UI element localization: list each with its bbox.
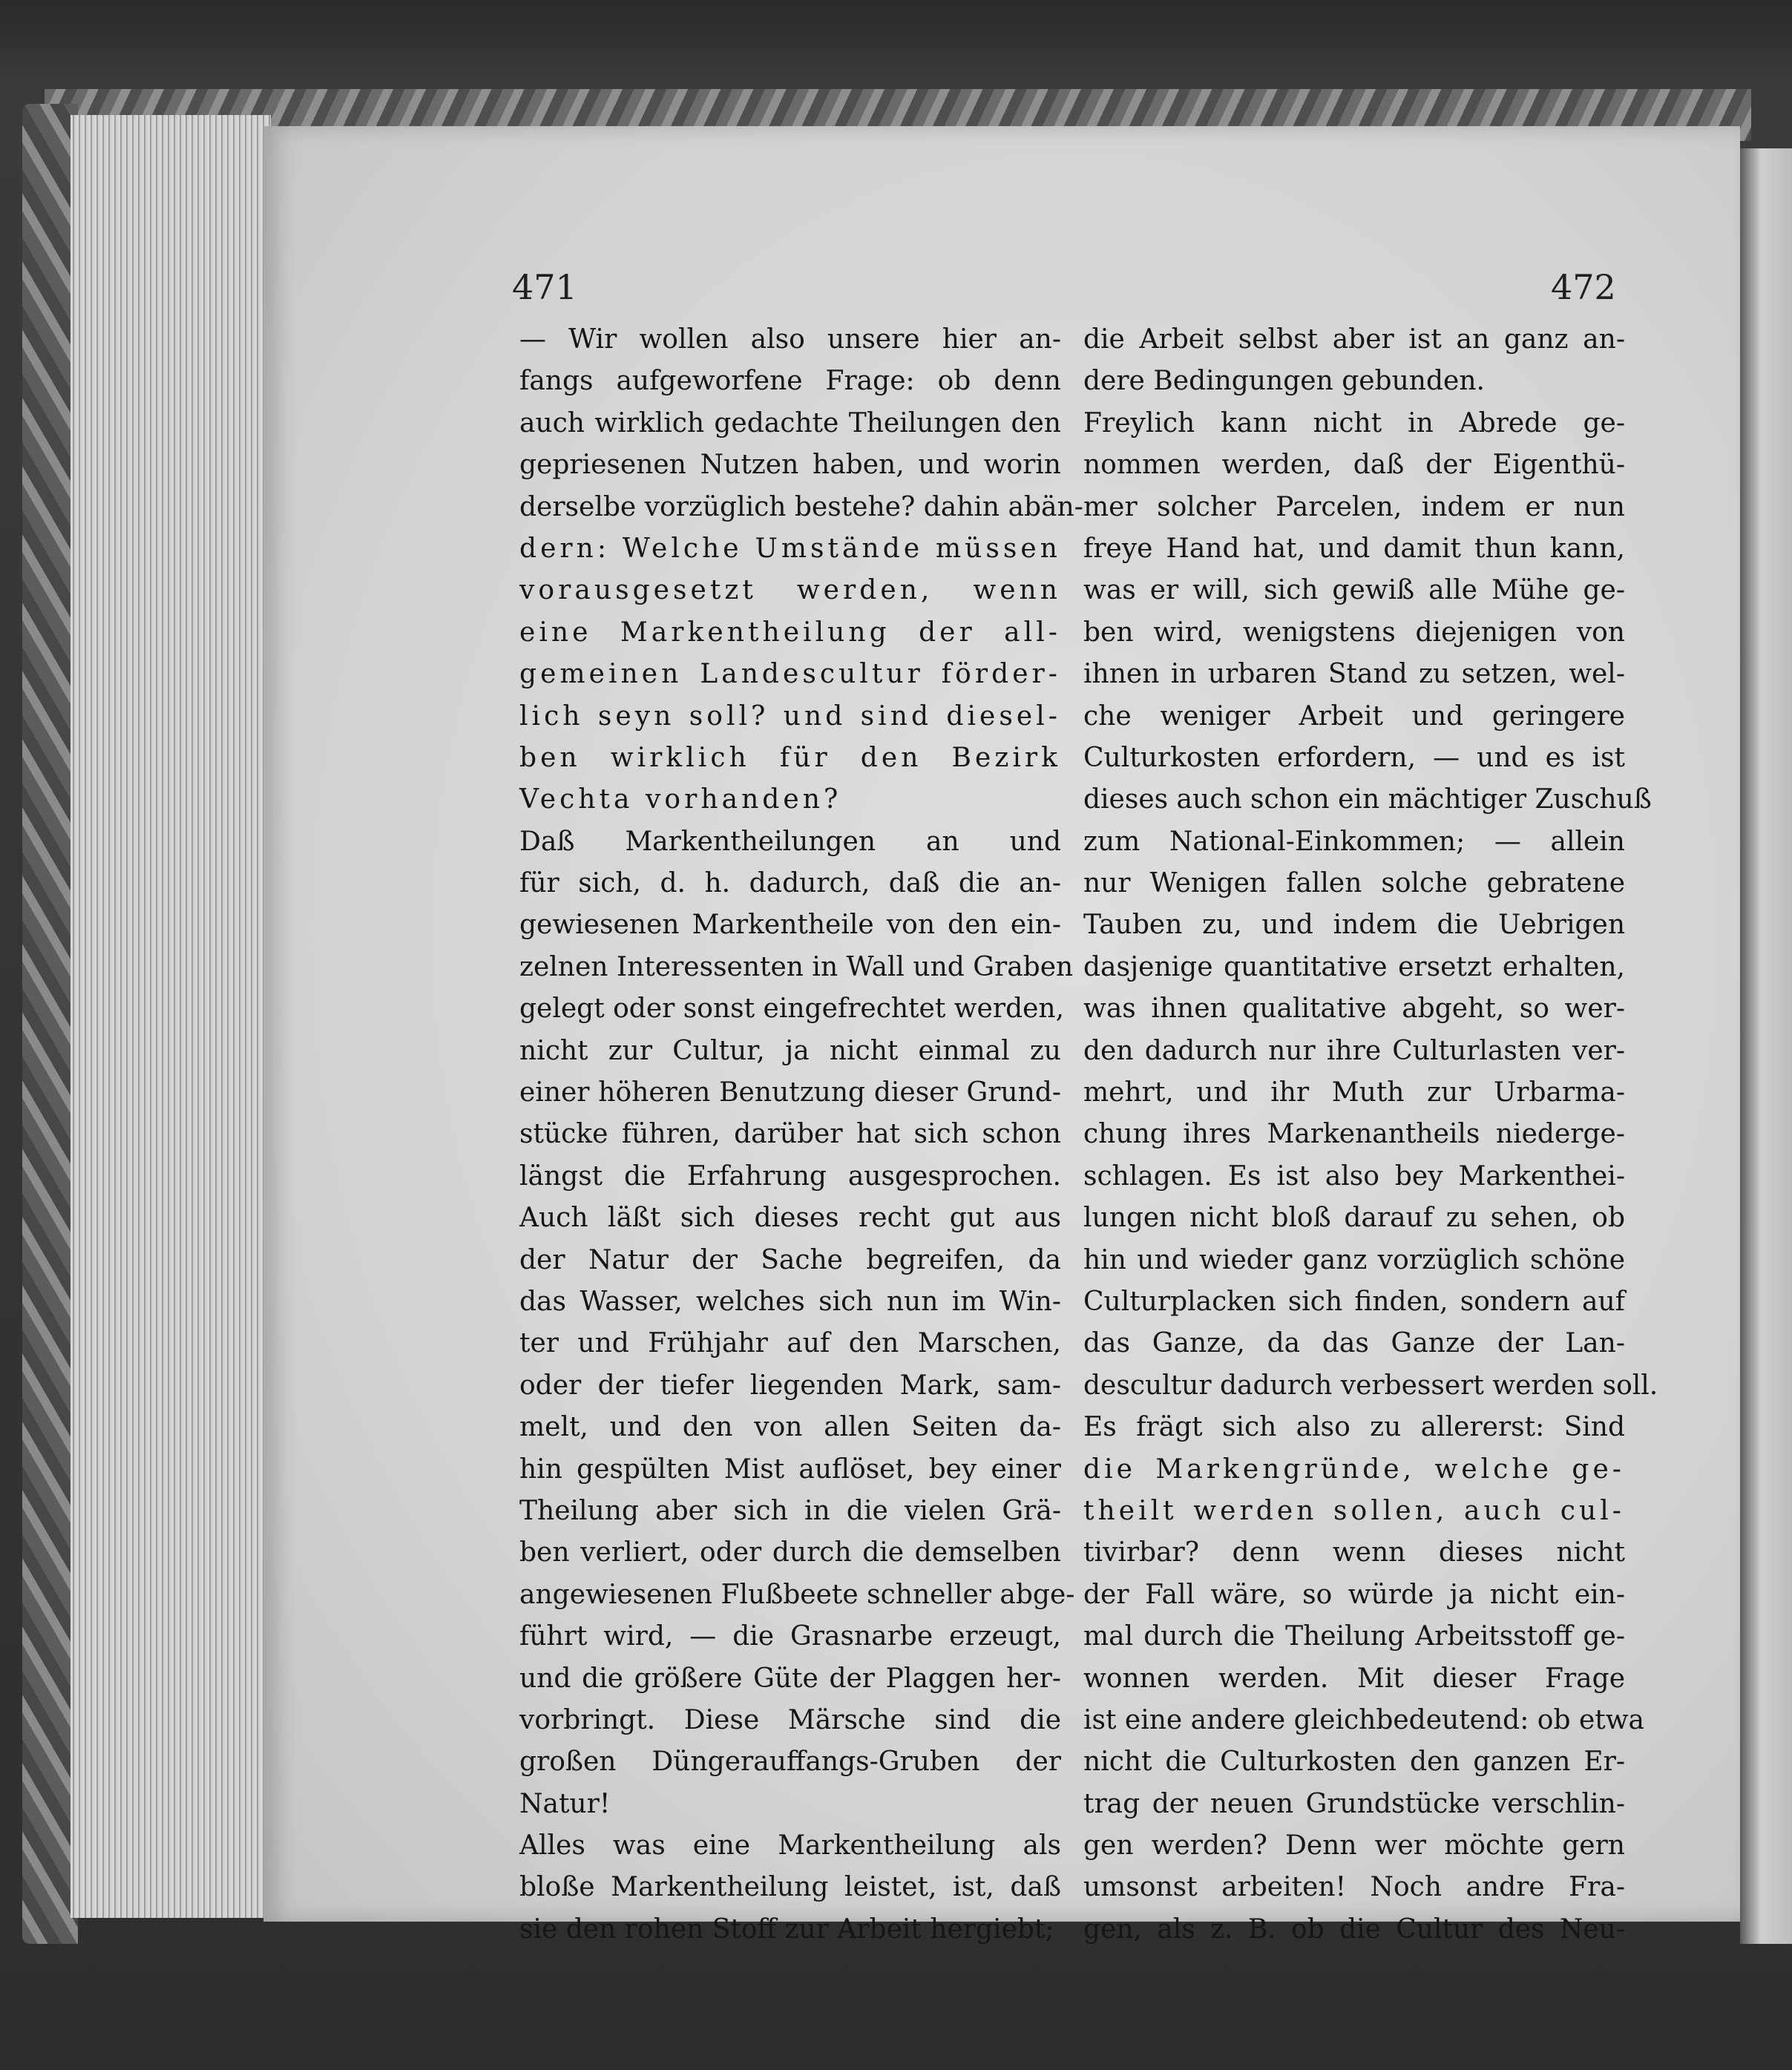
text-line: Alles was eine Markentheilung als — [519, 1830, 1061, 1862]
text-line: nicht zur Cultur, ja nicht einmal zu — [519, 1035, 1061, 1066]
text-line: ben wird, wenigstens diejenigen von — [1083, 617, 1625, 648]
text-line: Culturkosten erfordern, — und es ist — [1083, 742, 1625, 773]
text-line: auch wirklich gedachte Theilungen den — [519, 407, 1061, 438]
text-line: zelnen Interessenten in Wall und Graben — [519, 951, 1074, 982]
text-line: vorbringt. Diese Märsche sind die — [519, 1704, 1061, 1735]
text-line: angewiesenen Flußbeete schneller abge- — [519, 1579, 1075, 1610]
text-line: nicht die Culturkosten den ganzen Er- — [1083, 1747, 1625, 1778]
text-line: hin und wieder ganz vorzüglich schöne — [1083, 1244, 1625, 1275]
text-line: tivirbar? denn wenn dieses nicht — [1083, 1537, 1625, 1568]
text-line: und die größere Güte der Plaggen her- — [519, 1663, 1061, 1694]
text-line: wonnen werden. Mit dieser Frage — [1083, 1663, 1625, 1694]
text-line: mer solcher Parcelen, indem er nun — [1083, 491, 1625, 522]
text-line: schlagen. Es ist also bey Markenthei- — [1083, 1160, 1625, 1192]
text-line: Es frägt sich also zu allererst: Sind — [1083, 1412, 1625, 1443]
text-line: hin gespülten Mist auflöset, bey einer — [519, 1453, 1061, 1485]
text-line: trag der neuen Grundstücke verschlin- — [1083, 1788, 1625, 1819]
text-line: Culturplacken sich finden, sondern auf — [1083, 1286, 1625, 1317]
text-line: lungen nicht bloß darauf zu sehen, ob — [1083, 1203, 1625, 1234]
text-line: descultur dadurch verbessert werden soll. — [1083, 1370, 1658, 1401]
text-line: melt, und den von allen Seiten da- — [519, 1412, 1061, 1443]
text-line: längst die Erfahrung ausgesprochen. — [519, 1160, 1061, 1192]
text-line: die Arbeit selbst aber ist an ganz an- — [1083, 324, 1625, 355]
text-line: das Wasser, welches sich nun im Win- — [519, 1286, 1061, 1317]
text-line: ihnen in urbaren Stand zu setzen, wel- — [1083, 659, 1625, 690]
text-line: für sich, d. h. dadurch, daß die an- — [519, 868, 1061, 899]
text-line: führt wird, — die Grasnarbe erzeugt, — [519, 1621, 1061, 1652]
text-line: ist eine andere gleichbedeutend: ob etwa — [1083, 1704, 1644, 1735]
page-number-left: 471 — [512, 267, 577, 307]
text-column-right — [1083, 319, 1658, 1951]
text-line: fangs aufgeworfene Frage: ob denn — [519, 366, 1061, 397]
text-line: der Natur der Sache begreifen, da — [519, 1244, 1061, 1275]
text-line: Theilung aber sich in die vielen Grä- — [519, 1495, 1061, 1526]
page-number-right: 472 — [1551, 267, 1616, 307]
text-line: nommen werden, daß der Eigenthü- — [1083, 450, 1625, 481]
text-line: nur Wenigen fallen solche gebratene — [1083, 868, 1625, 899]
text-line: freye Hand hat, und damit thun kann, — [1083, 533, 1625, 564]
text-line: dieses auch schon ein mächtiger Zuschuß — [1083, 784, 1652, 815]
text-line: großen Düngerauffangs-Gruben der — [519, 1747, 1061, 1778]
text-line: Natur! — [519, 1788, 611, 1819]
text-line: gen, als z. B. ob die Cultur des Neu- — [1083, 1913, 1625, 1945]
text-line: Vechta vorhanden? — [519, 784, 842, 815]
text-line: Freylich kann nicht in Abrede ge- — [1083, 407, 1625, 438]
text-line: Tauben zu, und indem die Uebrigen — [1083, 910, 1625, 941]
text-line: mehrt, und ihr Muth zur Urbarma- — [1083, 1077, 1625, 1108]
text-line: gewiesenen Markentheile von den ein- — [519, 910, 1061, 941]
text-line: ben verliert, oder durch die demselben — [519, 1537, 1061, 1568]
text-line: dern: Welche Umstände müssen — [519, 533, 1061, 564]
text-line: ter und Frühjahr auf den Marschen, — [519, 1328, 1061, 1359]
text-line: bloße Markentheilung leistet, ist, daß — [519, 1872, 1061, 1903]
facing-page-edge — [1740, 148, 1792, 1944]
text-line: theilt werden sollen, auch cul- — [1083, 1495, 1625, 1526]
text-line: den dadurch nur ihre Culturlasten ver- — [1083, 1035, 1625, 1066]
text-line: Auch läßt sich dieses recht gut aus — [519, 1203, 1061, 1234]
text-line: einer höheren Benutzung dieser Grund- — [519, 1077, 1061, 1108]
text-line: vorausgesetzt werden, wenn — [519, 575, 1061, 606]
text-line: eine Markentheilung der all- — [519, 617, 1061, 648]
text-line: der Fall wäre, so würde ja nicht ein- — [1083, 1579, 1625, 1610]
text-line: umsonst arbeiten! Noch andre Fra- — [1083, 1872, 1625, 1903]
text-line: gen werden? Denn wer möchte gern — [1083, 1830, 1625, 1862]
text-line: mal durch die Theilung Arbeitsstoff ge- — [1083, 1621, 1625, 1652]
text-line: dasjenige quantitative ersetzt erhalten, — [1083, 951, 1625, 982]
text-line: derselbe vorzüglich bestehe? dahin abän- — [519, 491, 1083, 522]
text-line: stücke führen, darüber hat sich schon — [519, 1119, 1061, 1150]
text-line: — Wir wollen also unsere hier an- — [519, 324, 1061, 355]
text-line: chung ihres Markenantheils niederge- — [1083, 1119, 1625, 1150]
page-stack-edges — [70, 115, 271, 1918]
text-line: das Ganze, da das Ganze der Lan- — [1083, 1328, 1625, 1359]
text-line: Daß Markentheilungen an und — [519, 826, 1061, 857]
text-line: oder der tiefer liegenden Mark, sam- — [519, 1370, 1061, 1401]
text-line: was ihnen qualitative abgeht, so wer- — [1083, 993, 1625, 1025]
text-line: was er will, sich gewiß alle Mühe ge- — [1083, 575, 1625, 606]
text-line: ben wirklich für den Bezirk — [519, 742, 1061, 773]
text-line: che weniger Arbeit und geringere — [1083, 700, 1625, 732]
text-line: gelegt oder sonst eingefrechtet werden, — [519, 993, 1065, 1025]
text-line: gemeinen Landescultur förder- — [519, 659, 1061, 690]
text-line: die Markengründe, welche ge- — [1083, 1453, 1625, 1485]
book-spine — [22, 104, 78, 1944]
text-column-left — [519, 319, 1083, 1951]
text-line: lich seyn soll? und sind diesel- — [519, 700, 1061, 732]
text-line: gepriesenen Nutzen haben, und worin — [519, 450, 1061, 481]
text-line: zum National-Einkommen; — allein — [1083, 826, 1625, 857]
text-line: sie den rohen Stoff zur Arbeit hergiebt; — [519, 1913, 1054, 1945]
text-line: dere Bedingungen gebunden. — [1083, 366, 1485, 397]
